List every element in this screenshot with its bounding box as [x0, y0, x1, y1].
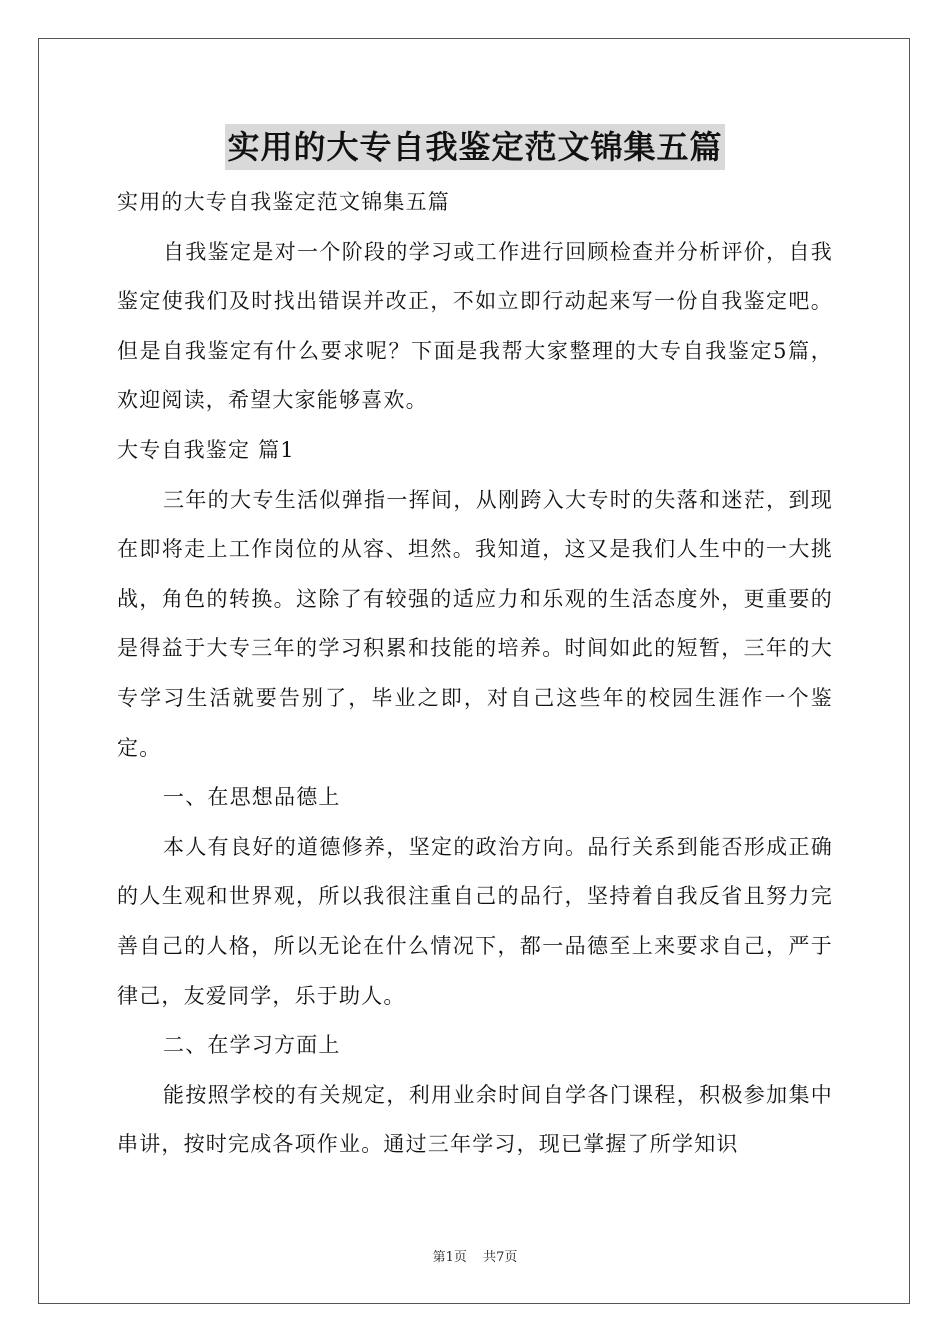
subsection-heading: 二、在学习方面上: [163, 1033, 341, 1058]
page-number: 第1页: [432, 1250, 467, 1265]
document-body: [117, 178, 833, 1170]
title-container: [0, 124, 950, 170]
subtitle-paragraph: 实用的大专自我鉴定范文锦集五篇: [117, 190, 450, 214]
intro-paragraph: 自我鉴定是对一个阶段的学习或工作进行回顾检查并分析评价，自我鉴定使我们及时找出错误并改正，不如立即行动起来写一份自我鉴定吧。但是自我鉴定有什么要求呢？下面是我帮大家整理的大专自我鉴定5篇，欢迎阅读，希望大家能够喜欢。: [117, 239, 833, 413]
page-total: 共7页: [483, 1250, 518, 1265]
document-title: 实用的大专自我鉴定范文锦集五篇: [225, 124, 724, 170]
body-paragraph: 三年的大专生活似弹指一挥间，从刚跨入大专时的失落和迷茫，到现在即将走上工作岗位的从容、坦然。我知道，这又是我们人生中的一大挑战，角色的转换。这除了有较强的适应力和乐观的生活态度外，更重要的是得益于大专三年的学习积累和技能的培养。时间如此的短暂，三年的大专学习生活就要告别了，毕业之即，对自己这些年的校园生涯作一个鉴定。: [117, 487, 833, 760]
subsection-heading: 一、在思想品德上: [163, 785, 341, 810]
page-footer: [0, 1246, 950, 1265]
body-paragraph: 能按照学校的有关规定，利用业余时间自学各门课程，积极参加集中串讲，按时完成各项作业。通过三年学习，现已掌握了所学知识: [117, 1082, 833, 1157]
body-paragraph: 本人有良好的道德修养，坚定的政治方向。品行关系到能否形成正确的人生观和世界观，所以我很注重自己的品行，坚持着自我反省且努力完善自己的人格，所以无论在什么情况下，都一品德至上来要求自己，严于律己，友爱同学，乐于助人。: [117, 834, 833, 1008]
section-heading: 大专自我鉴定 篇1: [117, 437, 295, 462]
